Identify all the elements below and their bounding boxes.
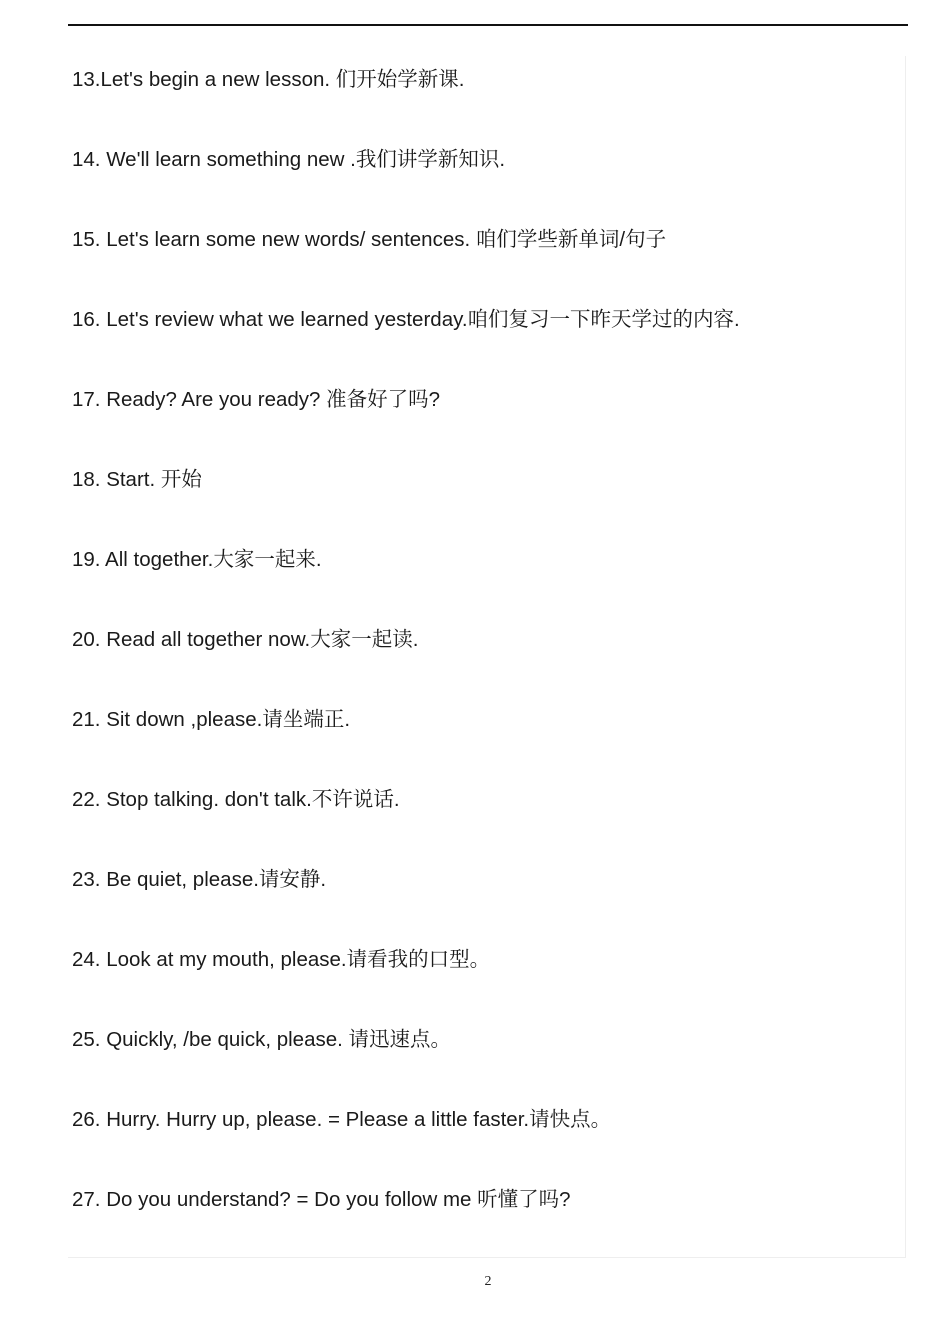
phrase-item-14: 14. We'll learn something new .我们讲学新知识. bbox=[72, 148, 506, 171]
header-rule bbox=[68, 24, 908, 26]
phrase-item-26: 26. Hurry. Hurry up, please. = Please a little faster.请快点。 bbox=[72, 1108, 612, 1131]
phrase-item-27: 27. Do you understand? = Do you follow me 听懂了吗? bbox=[72, 1188, 571, 1211]
phrase-item-18: 18. Start. 开始 bbox=[72, 468, 202, 491]
phrase-item-15: 15. Let's learn some new words/ sentences. 咱们学些新单词/句子 bbox=[72, 228, 667, 251]
phrase-item-23: 23. Be quiet, please.请安静. bbox=[72, 868, 327, 891]
phrase-item-25: 25. Quickly, /be quick, please. 请迅速点。 bbox=[72, 1028, 452, 1051]
phrase-item-20: 20. Read all together now.大家一起读. bbox=[72, 628, 419, 651]
phrase-item-16: 16. Let's review what we learned yesterday.咱们复习一下昨天学过的内容. bbox=[72, 308, 740, 331]
phrase-item-13: 13.Let's begin a new lesson. 们开始学新课. bbox=[72, 68, 465, 91]
phrase-item-24: 24. Look at my mouth, please.请看我的口型。 bbox=[72, 948, 491, 971]
phrase-item-22: 22. Stop talking. don't talk.不许说话. bbox=[72, 788, 400, 811]
page-number: 2 bbox=[484, 1274, 492, 1289]
phrase-item-21: 21. Sit down ,please.请坐端正. bbox=[72, 708, 351, 731]
phrase-item-17: 17. Ready? Are you ready? 准备好了吗? bbox=[72, 388, 441, 411]
phrase-item-19: 19. All together.大家一起来. bbox=[72, 548, 322, 571]
phrase-list bbox=[72, 60, 902, 1260]
